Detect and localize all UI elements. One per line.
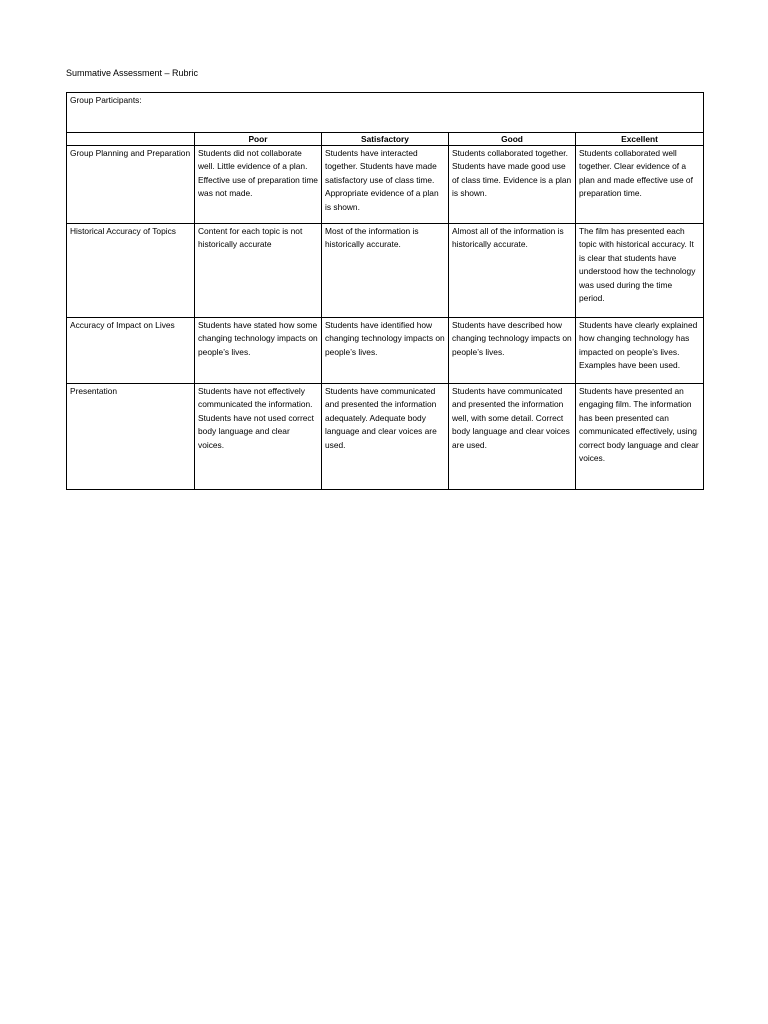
criterion-column-header bbox=[67, 133, 195, 146]
excellent-cell: The film has presented each topic with historical accuracy. It is clear that students have understood how the technology was used during the time period. bbox=[576, 224, 704, 318]
table-row bbox=[67, 146, 704, 224]
poor-column-header: Poor bbox=[195, 133, 322, 146]
good-cell: Students collaborated together. Students have made good use of class time. Evidence is a plan is shown. bbox=[449, 146, 576, 224]
criterion-cell: Historical Accuracy of Topics bbox=[67, 224, 195, 318]
good-column-header: Good bbox=[449, 133, 576, 146]
satisfactory-cell: Students have communicated and presented the information adequately. Adequate body language and clear voices are used. bbox=[322, 384, 449, 490]
good-cell: Almost all of the information is historically accurate. bbox=[449, 224, 576, 318]
satisfactory-column-header: Satisfactory bbox=[322, 133, 449, 146]
excellent-cell: Students have presented an engaging film. The information has been presented can communicated effectively, using correct body language and clear voices. bbox=[576, 384, 704, 490]
table-row bbox=[67, 318, 704, 384]
poor-cell: Content for each topic is not historically accurate bbox=[195, 224, 322, 318]
satisfactory-cell: Students have interacted together. Students have made satisfactory use of class time. Appropriate evidence of a plan is shown. bbox=[322, 146, 449, 224]
participants-row bbox=[67, 93, 704, 133]
poor-cell: Students have stated how some changing technology impacts on people’s lives. bbox=[195, 318, 322, 384]
table-row bbox=[67, 384, 704, 490]
group-participants-label: Group Participants: bbox=[67, 93, 704, 133]
excellent-cell: Students have clearly explained how changing technology has impacted on people’s lives. Examples have been used. bbox=[576, 318, 704, 384]
criterion-cell: Accuracy of Impact on Lives bbox=[67, 318, 195, 384]
document-title: Summative Assessment – Rubric bbox=[66, 68, 199, 78]
excellent-column-header: Excellent bbox=[576, 133, 704, 146]
table-row bbox=[67, 224, 704, 318]
good-cell: Students have communicated and presented the information well, with some detail. Correct body language and clear voices are used. bbox=[449, 384, 576, 490]
good-cell: Students have described how changing technology impacts on people’s lives. bbox=[449, 318, 576, 384]
poor-cell: Students have not effectively communicated the information. Students have not used correct body language and clear voices. bbox=[195, 384, 322, 490]
poor-cell: Students did not collaborate well. Little evidence of a plan. Effective use of preparation time was not made. bbox=[195, 146, 322, 224]
satisfactory-cell: Most of the information is historically accurate. bbox=[322, 224, 449, 318]
excellent-cell: Students collaborated well together. Clear evidence of a plan and made effective use of preparation time. bbox=[576, 146, 704, 224]
header-row bbox=[67, 133, 704, 146]
criterion-cell: Group Planning and Preparation bbox=[67, 146, 195, 224]
rubric-table bbox=[66, 92, 704, 490]
criterion-cell: Presentation bbox=[67, 384, 195, 490]
satisfactory-cell: Students have identified how changing technology impacts on people’s lives. bbox=[322, 318, 449, 384]
